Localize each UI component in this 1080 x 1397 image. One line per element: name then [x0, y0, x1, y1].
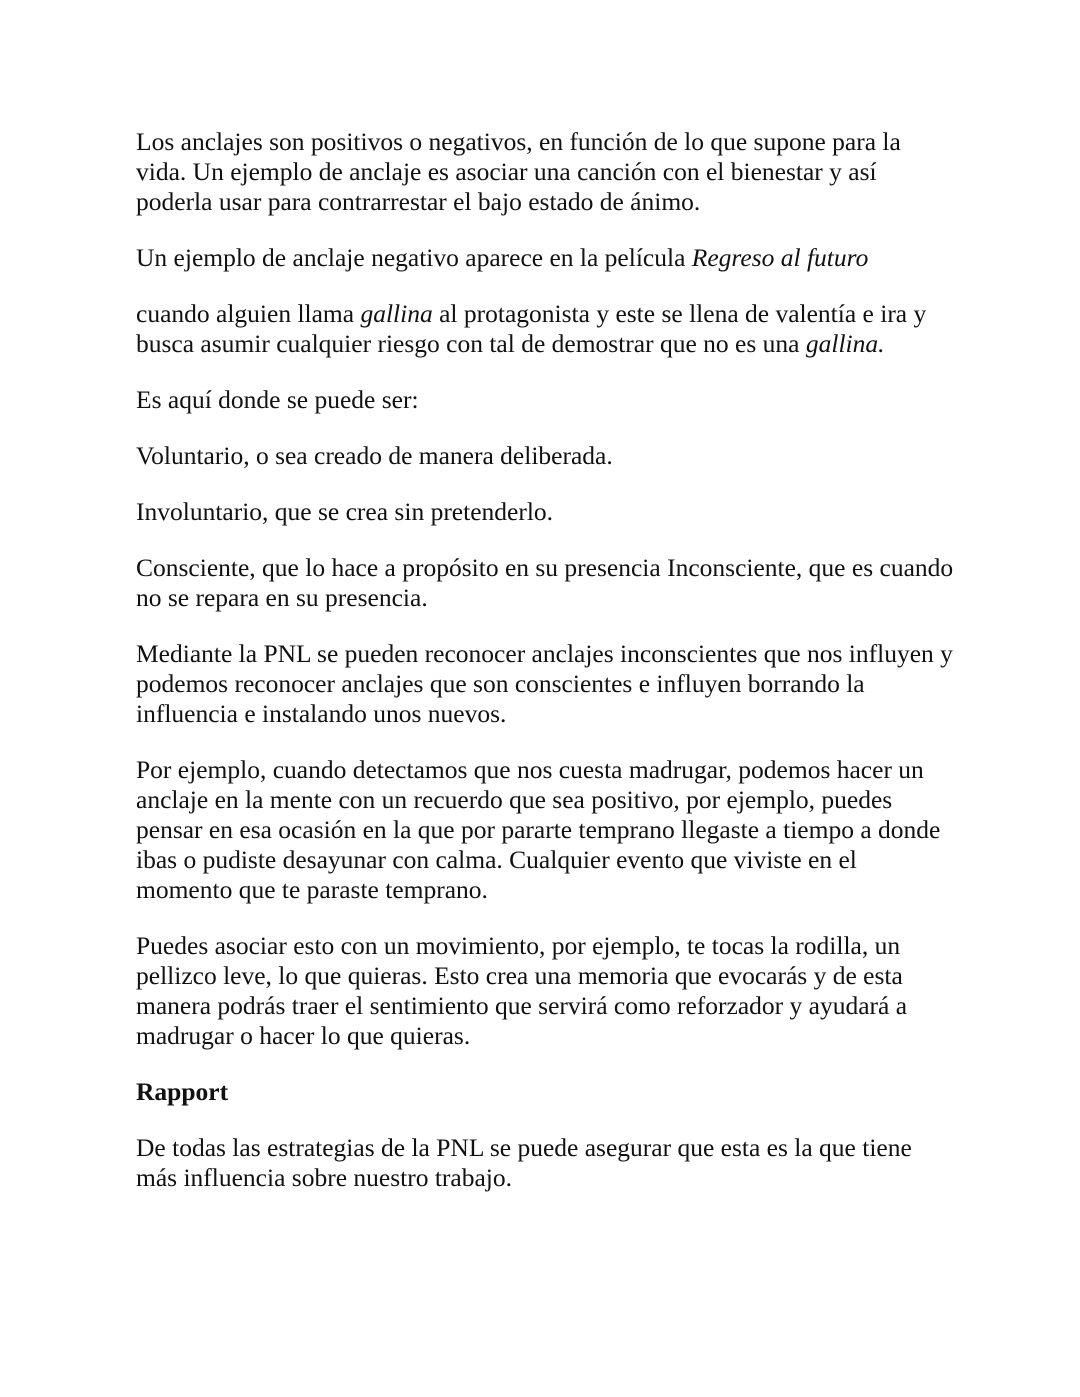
paragraph-anclaje-negativo [136, 243, 956, 273]
paragraph-voluntario: Voluntario, o sea creado de manera deliberada. [136, 441, 613, 470]
movie-title: Regreso al futuro [691, 243, 869, 272]
paragraph-text: cuando alguien llama [136, 299, 361, 328]
paragraph-text: al protagonista y este se llena de valentía e ira y busca asumir cualquier riesgo con tal de demostrar que no es una [136, 299, 927, 358]
italic-word: gallina. [805, 329, 885, 358]
paragraph-rapport: De todas las estrategias de la PNL se puede asegurar que esta es la que tiene más influencia sobre nuestro trabajo. [136, 1133, 912, 1192]
paragraph-gallina [136, 299, 956, 359]
paragraph-tipos-intro: Es aquí donde se puede ser: [136, 385, 419, 414]
section-heading: Rapport [136, 1077, 229, 1106]
document-page [136, 127, 956, 1219]
paragraph-ejemplo-madrugar: Por ejemplo, cuando detectamos que nos cuesta madrugar, podemos hacer un anclaje en la mente con un recuerdo que sea positivo, por ejemplo, puedes pensar en esa ocasión en la que por pararte temprano llegaste a tiempo a donde ibas o pudiste desayunar con calma. Cualquier evento que viviste en el momento que te paraste temprano. [136, 755, 941, 904]
paragraph-pnl: Mediante la PNL se pueden reconocer anclajes inconscientes que nos influyen y podemos reconocer anclajes que son conscientes e influyen borrando la influencia e instalando unos nuevos. [136, 639, 953, 728]
paragraph-involuntario: Involuntario, que se crea sin pretenderlo. [136, 497, 554, 526]
paragraph-consciente: Consciente, que lo hace a propósito en su presencia Inconsciente, que es cuando no se repara en su presencia. [136, 553, 954, 612]
paragraph-text: Un ejemplo de anclaje negativo aparece en la película [136, 243, 692, 272]
paragraph-anclajes-intro: Los anclajes son positivos o negativos, en función de lo que supone para la vida. Un ejemplo de anclaje es asociar una canción con el bienestar y así poderla usar para contrarrestar el bajo estado de ánimo. [136, 127, 901, 216]
italic-word: gallina [360, 299, 433, 328]
paragraph-asociar-movimiento: Puedes asociar esto con un movimiento, por ejemplo, te tocas la rodilla, un pellizco leve, lo que quieras. Esto crea una memoria que evocarás y de esta manera podrás traer el sentimiento que servirá como reforzador y ayudará a madrugar o hacer lo que quieras. [136, 931, 908, 1050]
